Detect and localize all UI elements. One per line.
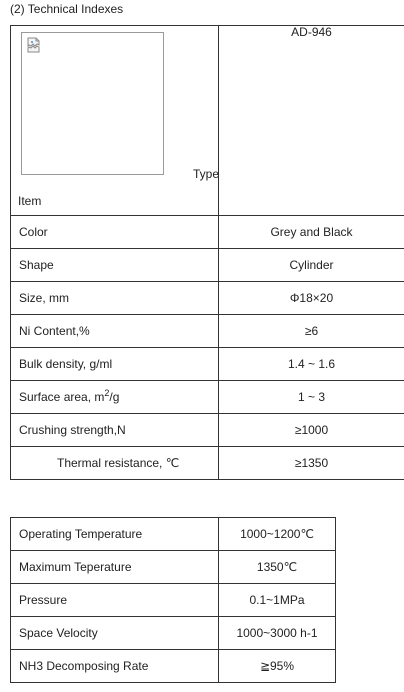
table-row — [11, 315, 404, 348]
row-value: 1 ~ 3 — [219, 381, 404, 414]
row-label-superscript: 2 — [104, 388, 110, 398]
table-row — [11, 381, 404, 414]
product-image-placeholder — [21, 32, 164, 175]
row-label: NH3 Decomposing Rate — [11, 650, 219, 683]
row-value: ≥6 — [219, 315, 404, 348]
technical-indexes-table — [10, 25, 404, 480]
table-row — [11, 617, 336, 650]
row-label: Operating Temperature — [11, 518, 219, 551]
row-value: 0.1~1MPa — [219, 584, 336, 617]
broken-image-icon — [26, 37, 42, 53]
row-label: Color — [11, 216, 219, 249]
table-row — [11, 551, 336, 584]
row-label: Crushing strength,N — [11, 414, 219, 447]
item-label: Item — [18, 194, 42, 208]
type-item-header-cell — [11, 26, 219, 216]
row-value: 1000~1200℃ — [219, 518, 336, 551]
row-value: 1350℃ — [219, 551, 336, 584]
row-value: Grey and Black — [219, 216, 404, 249]
row-value: ≥1350 — [219, 447, 404, 480]
table-row — [11, 282, 404, 315]
row-value: 1000~3000 h-1 — [219, 617, 336, 650]
row-label: Ni Content,% — [11, 315, 219, 348]
row-label: Pressure — [11, 584, 219, 617]
table-header-row — [11, 26, 404, 216]
table-row — [11, 584, 336, 617]
row-label — [11, 381, 219, 414]
model-cell — [219, 26, 404, 216]
table-row — [11, 447, 404, 480]
row-value: Cylinder — [219, 249, 404, 282]
operating-conditions-table — [10, 517, 336, 683]
table-row — [11, 348, 404, 381]
table-row — [11, 414, 404, 447]
row-label: Bulk density, g/ml — [11, 348, 219, 381]
row-label: Size, mm — [11, 282, 219, 315]
row-label-suffix: /g — [109, 390, 120, 404]
table-row — [11, 650, 336, 683]
row-label: Shape — [11, 249, 219, 282]
row-value: 1.4 ~ 1.6 — [219, 348, 404, 381]
row-label: Maximum Teperature — [11, 551, 219, 584]
section-heading: (2) Technical Indexes — [10, 2, 124, 16]
row-value: ≥1000 — [219, 414, 404, 447]
row-label-prefix: Surface area, m — [19, 390, 105, 404]
row-label: Space Velocity — [11, 617, 219, 650]
row-value: Φ18×20 — [219, 282, 404, 315]
table-row — [11, 216, 404, 249]
type-label: Type — [193, 167, 220, 181]
model-name: AD-946 — [291, 24, 332, 39]
table-row — [11, 518, 336, 551]
row-value: ≧95% — [219, 650, 336, 683]
table-row — [11, 249, 404, 282]
row-label: Thermal resistance, ℃ — [11, 447, 219, 480]
